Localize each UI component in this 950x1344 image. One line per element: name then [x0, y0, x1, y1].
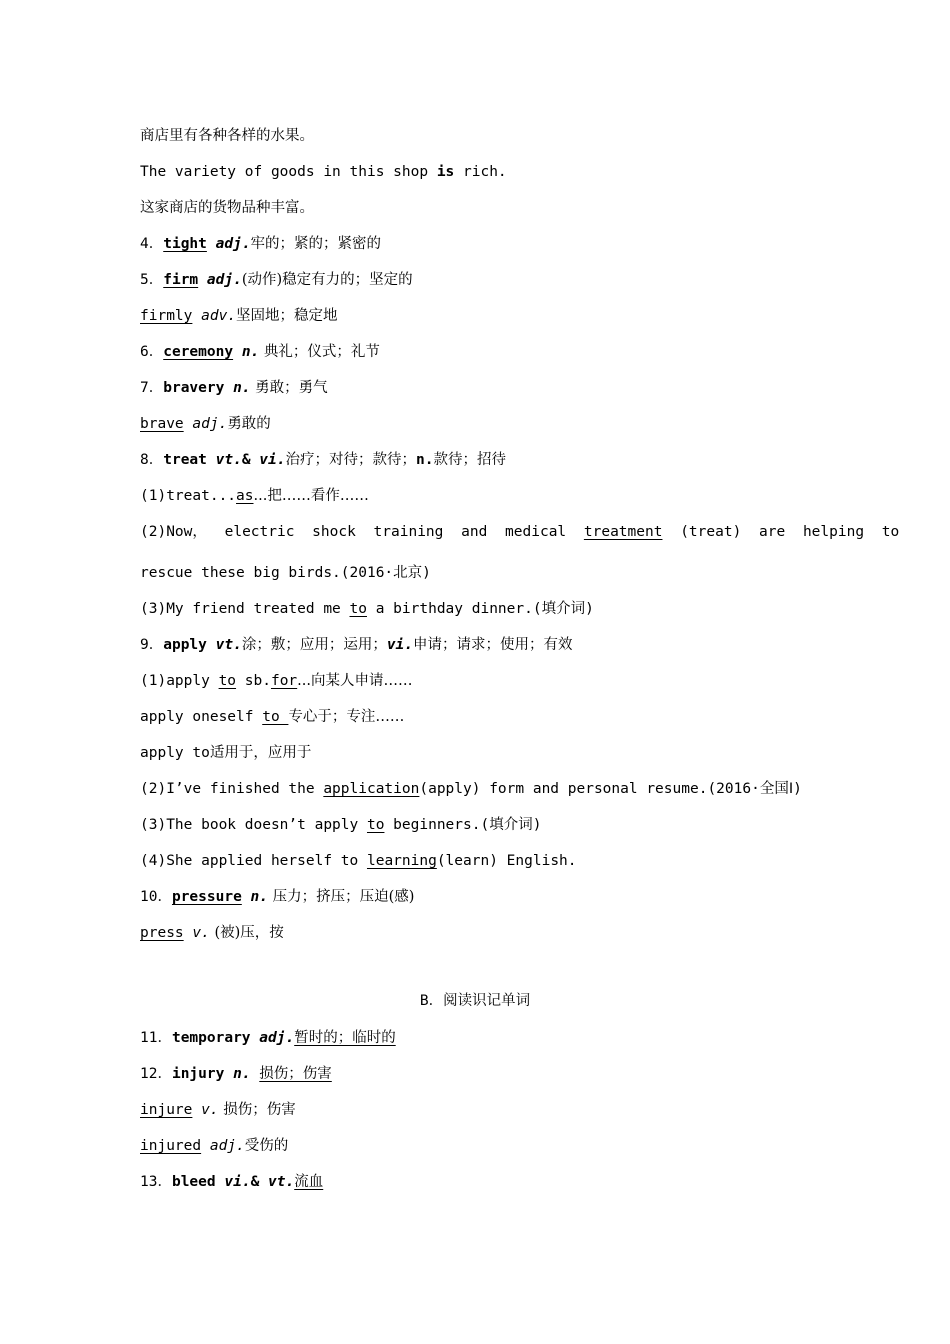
headword: bleed	[171, 1174, 216, 1190]
answer-blank: 暂时的；临时的	[294, 1030, 396, 1046]
sentence-cn-variety: 这家商店的货物品种丰富。	[140, 200, 314, 216]
entry-press: press v. (被)压，按	[140, 925, 284, 941]
entry-tight: 4．tight adj.牢的；紧的；紧密的	[140, 236, 382, 252]
treat-phrase-1: (1)treat...as...把……看作……	[140, 488, 369, 504]
apply-example-2: (2)I’ve finished the application(apply) form and personal resume.(2016·全国Ⅰ)	[140, 781, 802, 797]
entry-brave: brave adj.勇敢的	[140, 416, 271, 432]
answer-blank: press	[140, 925, 184, 941]
entry-injury: 12．injury n. 损伤；伤害	[140, 1066, 332, 1082]
headword: ceremony	[163, 344, 234, 360]
entry-pressure: 10．pressure n. 压力；挤压；压迫(感)	[140, 889, 415, 905]
treat-example-3: (3)My friend treated me to a birthday dinner.(填介词)	[140, 601, 594, 617]
answer-blank: application	[323, 781, 420, 797]
headword: temporary	[171, 1030, 251, 1046]
headword: injury	[171, 1066, 225, 1082]
answer-blank: for	[270, 673, 298, 689]
apply-phrase-to: apply to适用于，应用于	[140, 745, 312, 761]
entry-apply: 9．apply vt.涂；敷；应用；运用；vi.申请；请求；使用；有效	[140, 637, 573, 653]
entry-ceremony: 6．ceremony n. 典礼；仪式；礼节	[140, 344, 380, 360]
headword: tight	[163, 236, 207, 252]
answer-blank: as	[236, 488, 254, 504]
answer-blank: to	[218, 673, 237, 689]
apply-example-4: (4)She applied herself to learning(learn) English.	[140, 853, 577, 869]
apply-phrase-oneself: apply oneself to 专心于；专注……	[140, 709, 405, 725]
treat-example-2-cont: rescue these big birds.(2016·北京)	[140, 565, 431, 581]
headword: pressure	[171, 889, 242, 905]
headword: firm	[163, 272, 199, 288]
answer-blank: brave	[140, 416, 184, 432]
answer-blank: injure	[140, 1102, 193, 1118]
entry-temporary: 11．temporary adj.暂时的；临时的	[140, 1030, 396, 1046]
entry-bravery: 7．bravery n. 勇敢；勇气	[140, 380, 328, 396]
answer-blank: to	[262, 709, 289, 725]
treat-example-2: (2)Now， electric shock training and medical treatment (treat) are helping to	[140, 524, 900, 540]
answer-blank: treatment	[583, 524, 663, 540]
answer-blank: 流血	[294, 1174, 324, 1190]
entry-injured: injured adj.受伤的	[140, 1138, 289, 1154]
headword: bravery	[163, 380, 225, 396]
answer-blank: to	[366, 817, 385, 833]
entry-injure: injure v. 损伤；伤害	[140, 1102, 296, 1118]
apply-example-3: (3)The book doesn’t apply to beginners.(填介词)	[140, 817, 542, 833]
sentence-en-variety: The variety of goods in this shop is rich.	[140, 164, 507, 180]
answer-blank: 损伤；伤害	[259, 1066, 332, 1082]
entry-treat: 8．treat vt.& vi.治疗；对待；款待；n.款待；招待	[140, 452, 506, 468]
entry-firm: 5．firm adj.(动作)稳定有力的；坚定的	[140, 272, 413, 288]
headword: treat	[163, 452, 207, 468]
section-heading-b: B．阅读识记单词	[419, 993, 531, 1009]
answer-blank: learning	[366, 853, 437, 869]
apply-phrase-1: (1)apply to sb.for...向某人申请……	[140, 673, 413, 689]
headword: apply	[163, 637, 207, 653]
entry-firmly: firmly adv.坚固地；稳定地	[140, 308, 338, 324]
entry-bleed: 13．bleed vi.& vt.流血	[140, 1174, 324, 1190]
answer-blank: firmly	[140, 308, 193, 324]
sentence-cn-fruit: 商店里有各种各样的水果。	[140, 128, 314, 144]
answer-blank: injured	[140, 1138, 202, 1154]
answer-blank: to	[349, 601, 367, 617]
